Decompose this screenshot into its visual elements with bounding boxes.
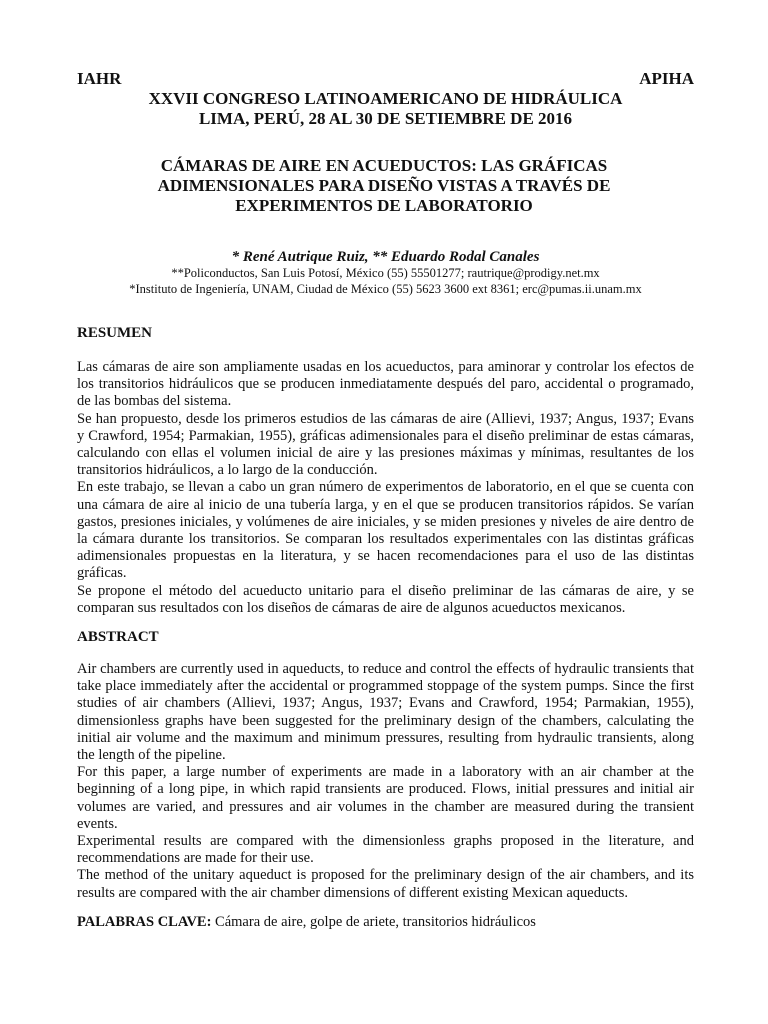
affiliation: *Instituto de Ingeniería, UNAM, Ciudad de México (55) 5623 3600 ext 8361; erc@pumas.ii.unam.mx xyxy=(129,282,642,296)
paper-title xyxy=(110,156,658,216)
paragraph: Las cámaras de aire son ampliamente usadas en los acueductos, para aminorar y controlar los efectos de los transitorios hidráulicos que se producen inmediatamente después del paro, accidental o programado, de las bombas del sistema. xyxy=(77,359,694,410)
keywords-text: Cámara de aire, golpe de ariete, transitorios hidráulicos xyxy=(215,914,536,930)
title-line: EXPERIMENTOS DE LABORATORIO xyxy=(235,196,533,215)
keywords xyxy=(77,913,694,931)
resumen-heading: RESUMEN xyxy=(77,325,153,341)
abstract-heading: ABSTRACT xyxy=(77,629,159,645)
resumen-body xyxy=(77,359,694,617)
paragraph: For this paper, a large number of experiments are made in a laboratory with an air chamber at the beginning of a long pipe, in which rapid transients are produced. Flows, initial pressures and initial air volumes are varied, and pressures and air volumes in the chamber are measured during the transient events. xyxy=(77,764,694,832)
title-line: ADIMENSIONALES PARA DISEÑO VISTAS A TRAVÉS DE xyxy=(157,176,611,195)
title-line: CÁMARAS DE AIRE EN ACUEDUCTOS: LAS GRÁFICAS xyxy=(160,156,608,175)
paragraph: Se propone el método del acueducto unitario para el diseño preliminar de las cámaras de aire, y se comparan sus resultados con los diseños de cámaras de aire de algunos acueductos mexicanos. xyxy=(77,582,694,616)
conference-name: XXVII CONGRESO LATINOAMERICANO DE HIDRÁULICA xyxy=(148,89,623,108)
paragraph: En este trabajo, se llevan a cabo un gran número de experimentos de laboratorio, en el que se cuenta con una cámara de aire al inicio de una tubería larga, y en el que se producen transitorios rápidos. Se varían gastos, presiones iniciales, y volúmenes de aire iniciales, y se miden presiones y niveles de aire dentro de la cámara durante los transitorios. Se comparan los resultados experimentales con las distintas gráficas adimensionales propuestas en la literatura, y se hacen recomendaciones para el uso de las distintas gráficas. xyxy=(77,479,694,582)
paragraph: Air chambers are currently used in aqueducts, to reduce and control the effects of hydraulic transients that take place immediately after the accidental or programmed stoppage of the system pumps. Since the first studies of air chambers (Allievi, 1937; Angus, 1937; Evans and Crawford, 1954; Parmakian, 1955), dimensionless graphs have been suggested for the preliminary design of the chambers, calculating the initial air volume and the maximum and minimum pressures, resulting from hydraulic transients, along the length of the pipeline. xyxy=(77,661,694,764)
conference-info xyxy=(77,89,694,129)
abstract-body xyxy=(77,661,694,902)
paragraph: Se han propuesto, desde los primeros estudios de las cámaras de aire (Allievi, 1937; Angus, 1937; Evans y Crawford, 1954; Parmakian, 1955), gráficas adimensionales para el diseño preliminar de estas cámaras, calculando con ellas el volumen inicial de aire y las presiones máximas y mínimas, resultantes de los transitorios hidráulicos, a lo largo de la conducción. xyxy=(77,410,694,479)
header-right-acronym: APIHA xyxy=(639,69,694,88)
paragraph: Experimental results are compared with the dimensionless graphs proposed in the literature, and recommendations are made for their use. xyxy=(77,833,694,867)
affiliation: **Policonductos, San Luis Potosí, México (55) 55501277; rautrique@prodigy.net.mx xyxy=(171,266,600,280)
paragraph: The method of the unitary aqueduct is proposed for the preliminary design of the air chambers, and its results are compared with the air chamber dimensions of different existing Mexican aqueducts. xyxy=(77,867,694,901)
header-left-acronym: IAHR xyxy=(77,69,122,88)
keywords-label: PALABRAS CLAVE: xyxy=(77,914,212,930)
author-list: * René Autrique Ruiz, ** Eduardo Rodal Canales xyxy=(231,249,540,265)
conference-location: LIMA, PERÚ, 28 AL 30 DE SETIEMBRE DE 2016 xyxy=(198,109,573,128)
